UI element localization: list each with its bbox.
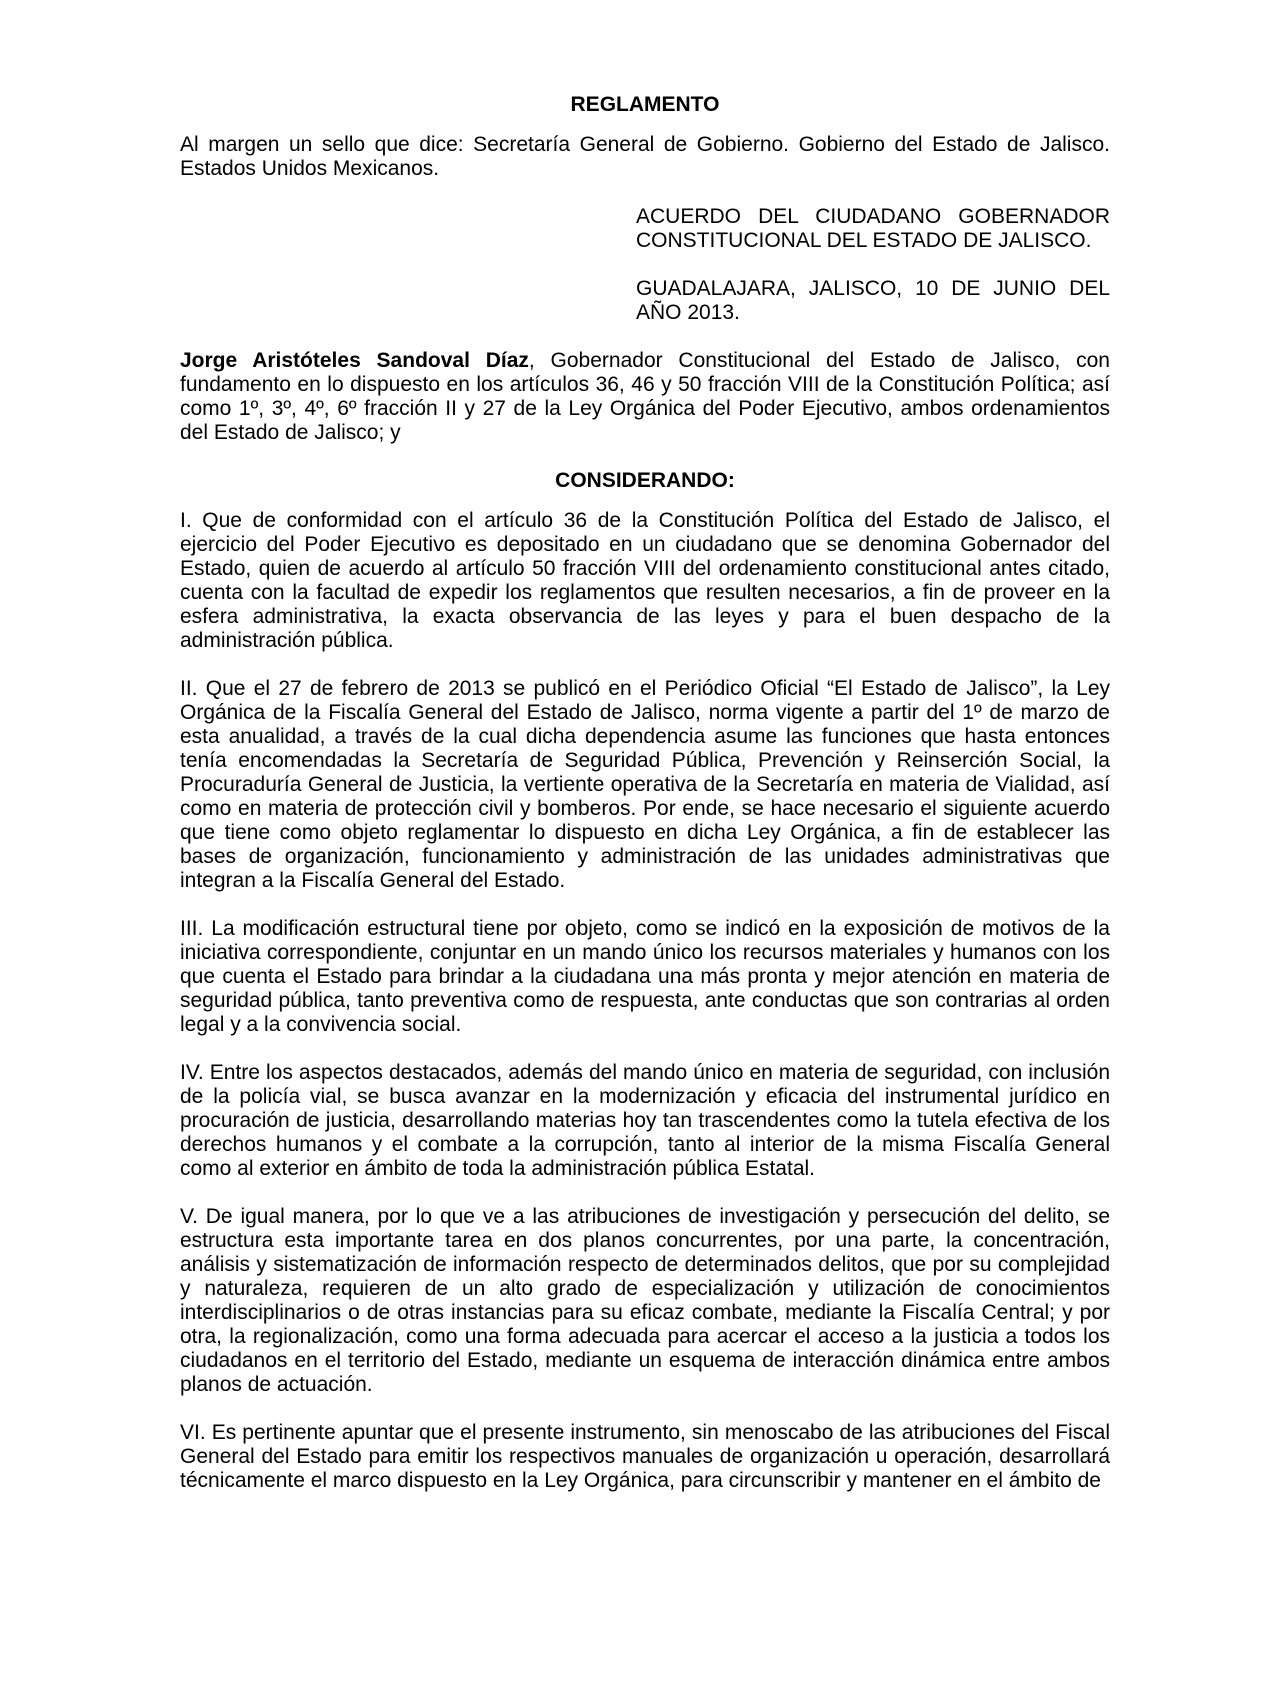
document-title: REGLAMENTO [570,93,720,116]
paragraph-iii: III. La modificación estructural tiene por objeto, como se indicó en la exposición de motivos de la iniciativa correspondiente, conjuntar en un mando único los recursos materiales y humanos con los que cuenta el Estado para brindar a la ciudadana una más pronta y mejor atención en materia de seguridad pública, tanto preventiva como de respuesta, ante conductas que son contrarias al orden legal y a la convivencia social. [180,917,1110,1036]
governor-name: Jorge Aristóteles Sandoval Díaz [180,349,529,372]
paragraph-i: I. Que de conformidad con el artículo 36 de la Constitución Política del Estado de Jalisco, el ejercicio del Poder Ejecutivo es depositado en un ciudadano que se denomina Gobernador del Estado, quien de acuerdo al artículo 50 fracción VIII del ordenamiento constitucional antes citado, cuenta con la facultad de expedir los reglamentos que resulten necesarios, a fin de proveer en la esfera administrativa, la exacta observancia de las leyes y para el buen despacho de la administración pública. [180,509,1110,652]
paragraph-vi: VI. Es pertinente apuntar que el presente instrumento, sin menoscabo de las atribuciones del Fiscal General del Estado para emitir los respectivos manuales de organización u operación, desarrollará técnicamente el marco dispuesto en la Ley Orgánica, para circunscribir y mantener en el ámbito de [180,1421,1110,1492]
seal-note: Al margen un sello que dice: Secretaría General de Gobierno. Gobierno del Estado de Jalisco. Estados Unidos Mexicanos. [180,133,1110,180]
paragraph-iv: IV. Entre los aspectos destacados, además del mando único en materia de seguridad, con inclusión de la policía vial, se busca avanzar en la modernización y eficacia del instrumental jurídico en procuración de justicia, desarrollando materias hoy tan trascendentes como la tutela efectiva de los derechos humanos y el combate a la corrupción, tanto al interior de la misma Fiscalía General como al exterior en ámbito de toda la administración pública Estatal. [180,1061,1110,1180]
intro-text: , Gobernador Constitucional del Estado de Jalisco, con fundamento en lo dispuesto en los artículos 36, 46 y 50 fracción VIII de la Constitución Política; así como 1º, 3º, 4º, 6º fracción II y 27 de la Ley Orgánica del Poder Ejecutivo, ambos ordenamientos del Estado de Jalisco; y [180,349,1110,444]
paragraph-ii: II. Que el 27 de febrero de 2013 se publicó en el Periódico Oficial “El Estado de Jalisco”, la Ley Orgánica de la Fiscalía General del Estado de Jalisco, norma vigente a partir del 1º de marzo de esta anualidad, a través de la cual dicha dependencia asume las funciones que hasta entonces tenía encomendadas la Secretaría de Seguridad Pública, Prevención y Reinserción Social, la Procuraduría General de Justicia, la vertiente operativa de la Secretaría en materia de Vialidad, así como en materia de protección civil y bomberos. Por ende, se hace necesario el siguiente acuerdo que tiene como objeto reglamentar lo dispuesto en dicha Ley Orgánica, a fin de establecer las bases de organización, funcionamiento y administración de las unidades administrativas que integran a la Fiscalía General del Estado. [180,677,1110,892]
document-body [180,93,1110,1517]
paragraph-v: V. De igual manera, por lo que ve a las atribuciones de investigación y persecución del delito, se estructura esta importante tarea en dos planos concurrentes, por una parte, la concentración, análisis y sistematización de información respecto de determinados delitos, que por su complejidad y naturaleza, requieren de un alto grado de especialización y utilización de conocimientos interdisciplinarios o de otras instancias para su eficaz combate, mediante la Fiscalía Central; y por otra, la regionalización, como una forma adecuada para acercar el acceso a la justicia a todos los ciudadanos en el territorio del Estado, mediante un esquema de interacción dinámica entre ambos planos de actuación. [180,1205,1110,1396]
agreement-header: ACUERDO DEL CIUDADANO GOBERNADOR CONSTITUCIONAL DEL ESTADO DE JALISCO. [636,205,1110,252]
intro-paragraph [180,349,1110,445]
considerando-heading: CONSIDERANDO: [555,469,735,492]
place-date: GUADALAJARA, JALISCO, 10 DE JUNIO DEL AÑO 2013. [636,277,1110,324]
